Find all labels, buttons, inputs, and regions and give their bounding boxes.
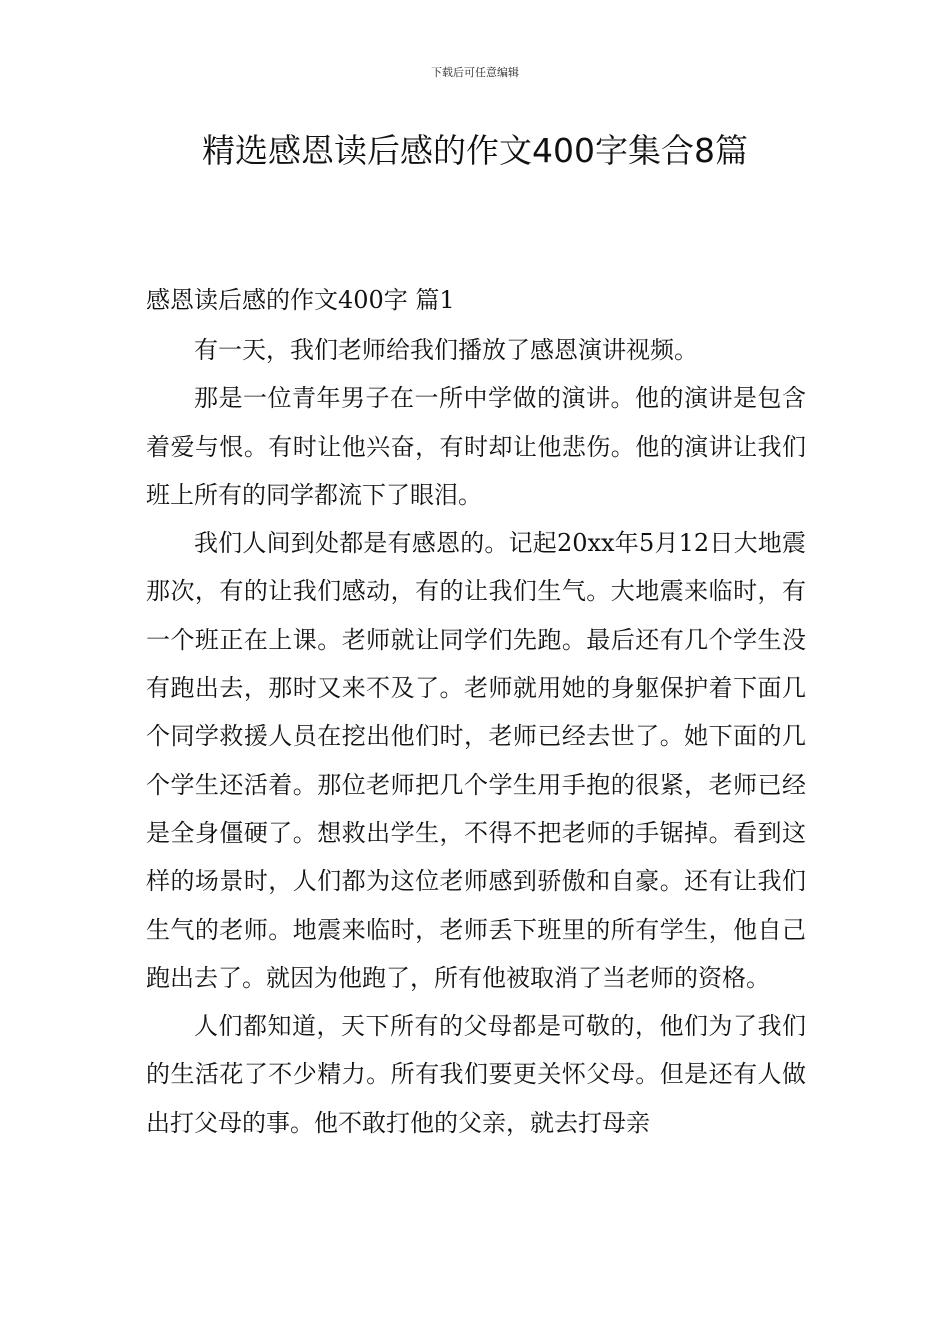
paragraph-3: 我们人间到处都是有感恩的。记起20xx年5月12日大地震那次，有的让我们感动，有的让我们生气。大地震来临时，有一个班正在上课。老师就让同学们先跑。最后还有几个学生没有跑出去，那时又来不及了。老师就用她的身躯保护着下面几个同学救援人员在挖出他们时，老师已经去世了。她下面的几个学生还活着。那位老师把几个学生用手抱的很紧，老师已经是全身僵硬了。想救出学生，不得不把老师的手锯掉。看到这样的场景时，人们都为这位老师感到骄傲和自豪。还有让我们生气的老师。地震来临时，老师丢下班里的所有学生，他自己跑出去了。就因为他跑了，所有他被取消了当老师的资格。 <box>146 529 806 992</box>
header-note: 下载后可任意编辑 <box>431 66 519 79</box>
paragraph-2: 那是一位青年男子在一所中学做的演讲。他的演讲是包含着爱与恨。有时让他兴奋，有时却让他悲伤。他的演讲让我们班上所有的同学都流下了眼泪。 <box>146 384 806 509</box>
paragraph-1: 有一天，我们老师给我们播放了感恩演讲视频。 <box>194 336 698 364</box>
document-body <box>146 278 806 1147</box>
section-heading: 感恩读后感的作文400字 篇1 <box>146 286 455 314</box>
document-title: 精选感恩读后感的作文400字集合8篇 <box>202 131 748 170</box>
paragraph-4: 人们都知道，天下所有的父母都是可敬的，他们为了我们的生活花了不少精力。所有我们要更关怀父母。但是还有人做出打父母的事。他不敢打他的父亲，就去打母亲 <box>146 1012 806 1137</box>
